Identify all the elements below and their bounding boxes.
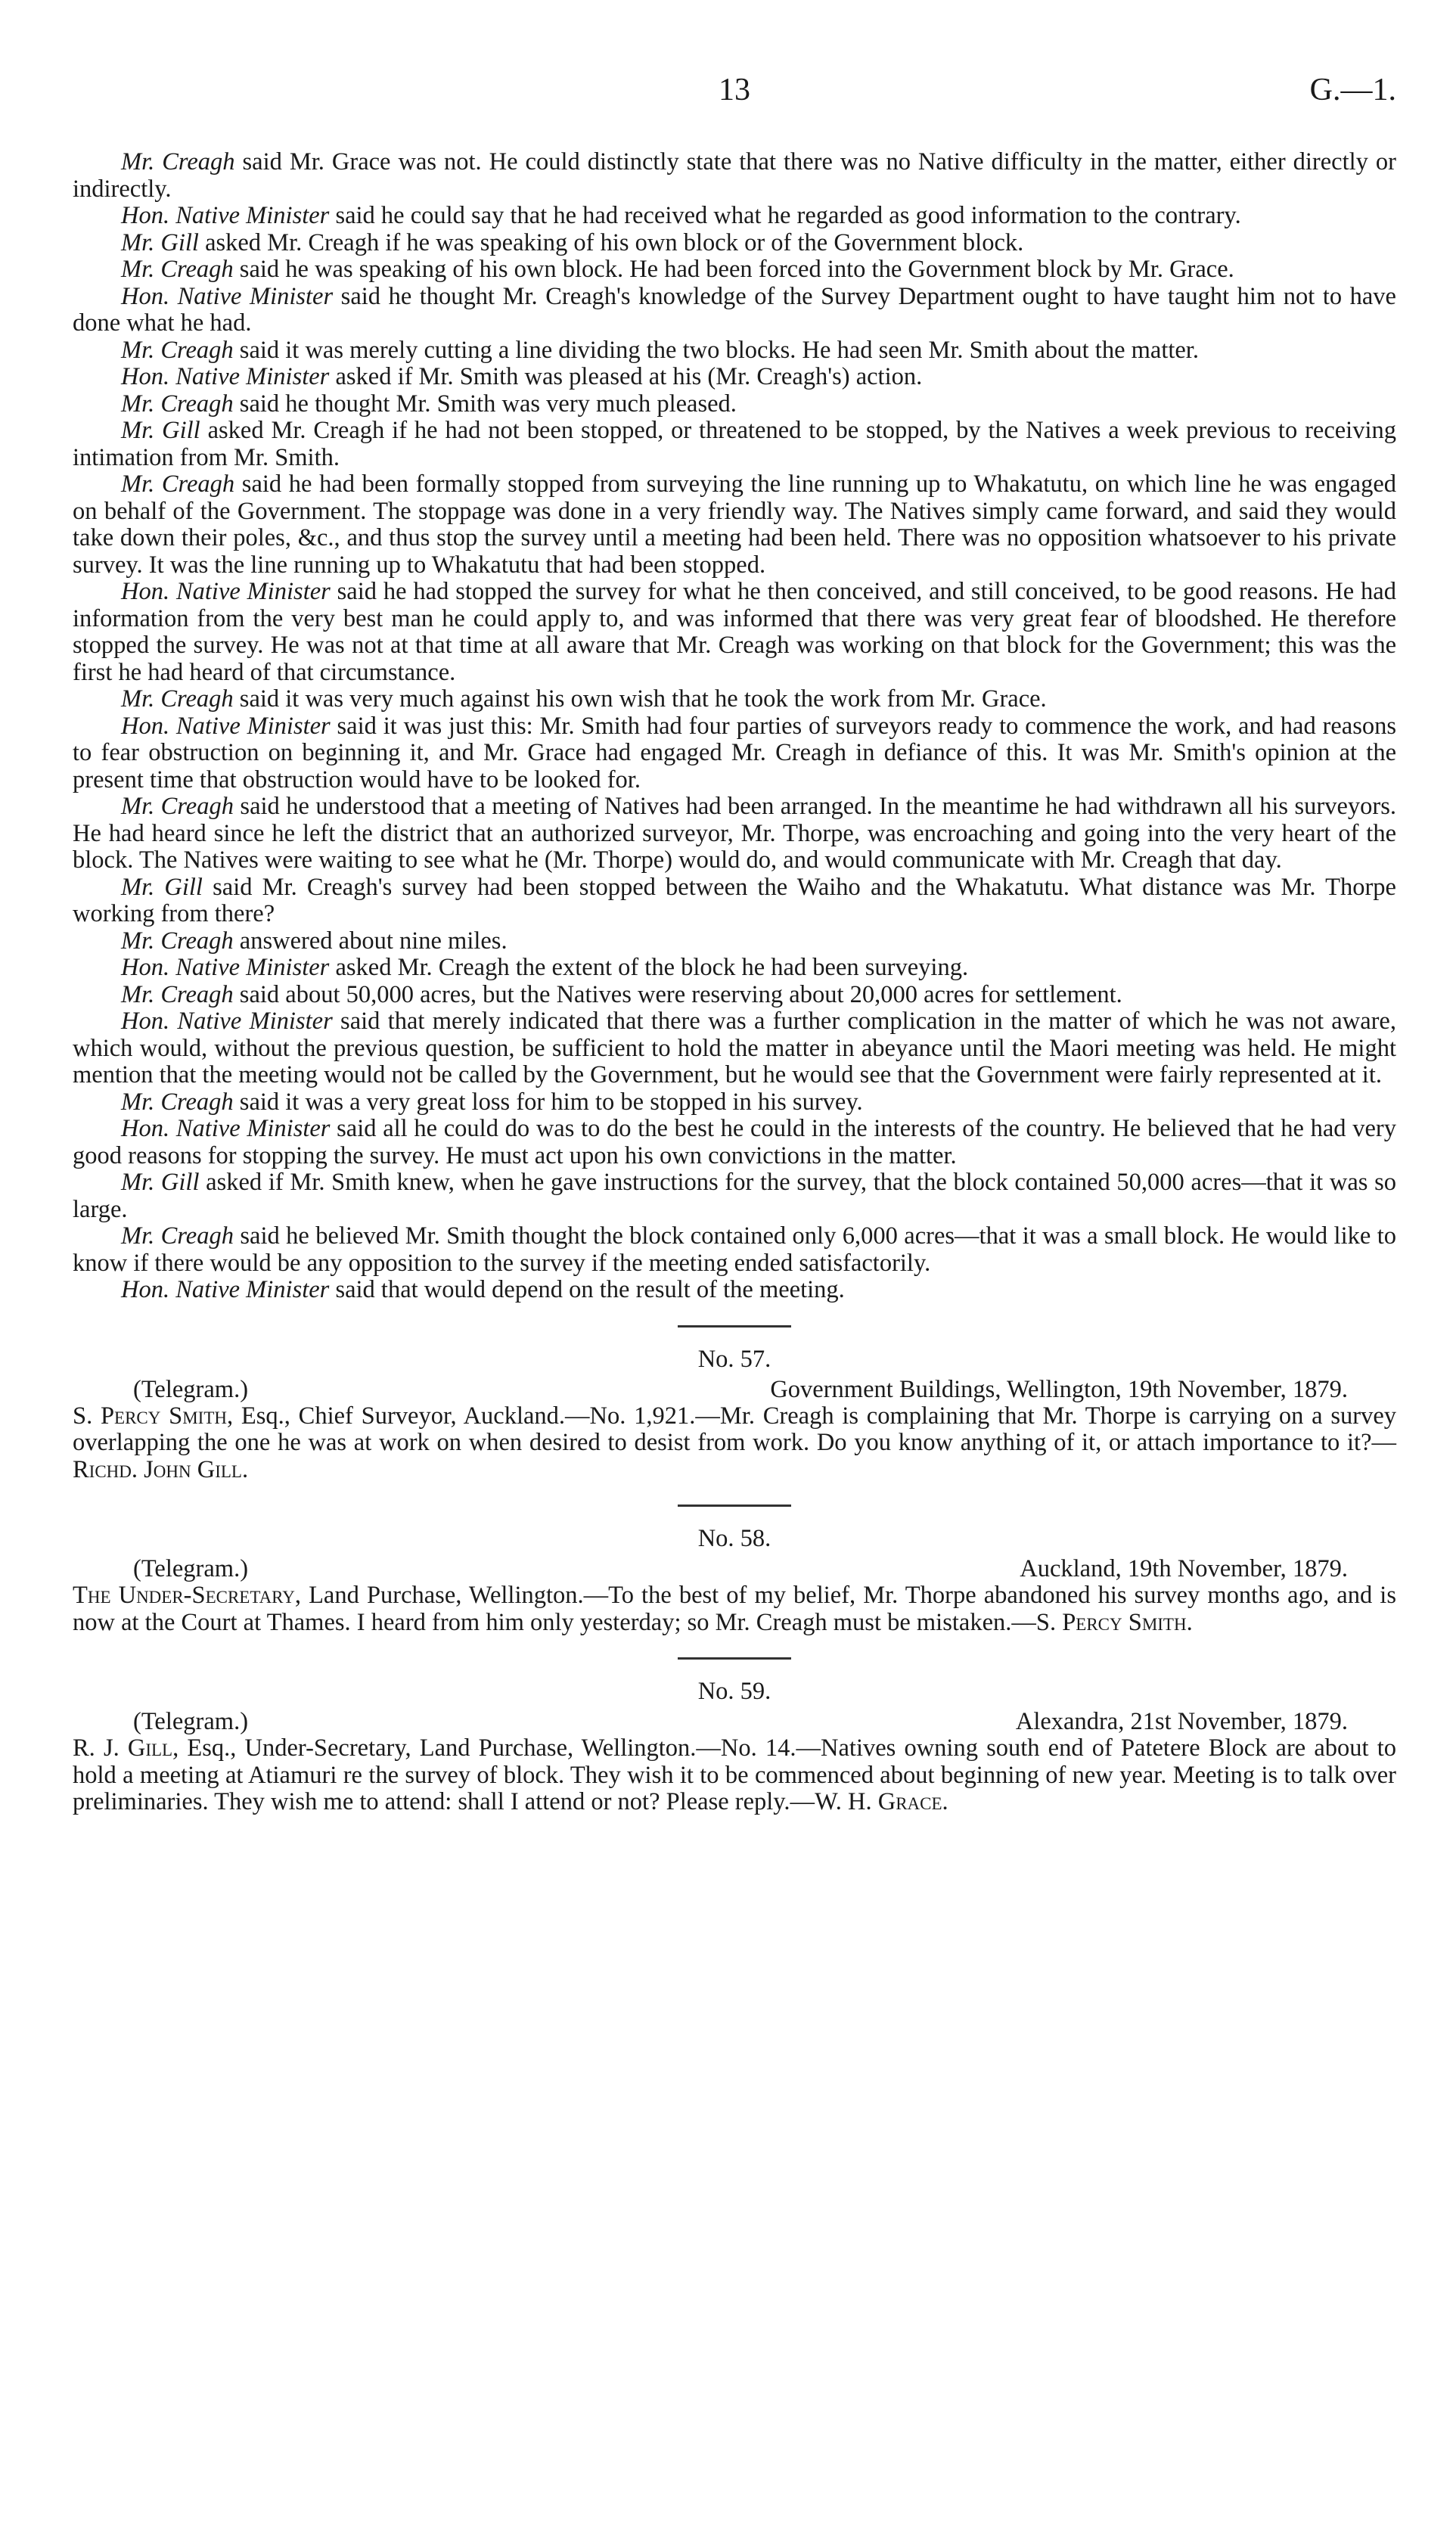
section-divider — [678, 1504, 791, 1507]
document-page — [73, 72, 1396, 2492]
proceedings-section — [73, 149, 1396, 1304]
speaker-name: Mr. Creagh — [121, 793, 234, 820]
speaker-name: Hon. Native Minister — [121, 578, 331, 605]
telegram-place-date: Alexandra, 21st November, 1879. — [1015, 1708, 1348, 1735]
speaker-name: Mr. Creagh — [121, 980, 234, 1008]
telegram-addressee: S. Percy Smith — [73, 1402, 227, 1430]
telegram-kind: (Telegram.) — [133, 1708, 249, 1735]
paragraph-text: said he understood that a meeting of Natives had been arranged. In the meantime he had withdrawn all his surveyors. He had heard since he left the district that an authorized surveyor, Mr. Thorpe, was encroaching and going into the very heart of the block. The Natives were waiting to see what he (Mr. Thorpe) would do, and would communicate with Mr. Creagh that day. — [73, 793, 1396, 874]
speaker-name: Hon. Native Minister — [121, 1115, 331, 1142]
telegram-addressee: R. J. Gill — [73, 1734, 173, 1762]
page-number: 13 — [719, 73, 750, 107]
paragraph-text: said he believed Mr. Smith thought the block contained only 6,000 acres—that it was a small block. He would like to know if there would be any opposition to the survey if the meeting ended satisfactorily. — [73, 1222, 1396, 1277]
paragraph-text: said it was merely cutting a line dividing the two blocks. He had seen Mr. Smith about the matter. — [233, 336, 1199, 364]
paragraph-text: said he was speaking of his own block. He had been forced into the Government block by Mr. Grace. — [233, 256, 1234, 283]
speaker-name: Hon. Native Minister — [121, 954, 330, 981]
page-header — [73, 72, 1396, 117]
telegram-number: No. 57. — [697, 1345, 771, 1373]
paragraph-text: asked Mr. Creagh if he had not been stopped, or threatened to be stopped, by the Natives a week previous to receiving intimation from Mr. Smith. — [73, 417, 1396, 471]
paragraph-text: said that would depend on the result of the meeting. — [329, 1276, 845, 1303]
minutes-paragraph — [73, 203, 1396, 230]
speaker-name: Mr. Creagh — [121, 148, 235, 175]
speaker-name: Hon. Native Minister — [121, 712, 331, 740]
minutes-paragraph — [73, 793, 1396, 874]
minutes-paragraph — [73, 955, 1396, 982]
minutes-paragraph — [73, 579, 1396, 686]
paragraph-text: asked if Mr. Smith was pleased at his (Mr. Creagh's) action. — [329, 363, 923, 390]
minutes-paragraph — [73, 149, 1396, 203]
paragraph-text: said it was a very great loss for him to be stopped in his survey. — [233, 1088, 863, 1116]
paragraph-text: said that merely indicated that there was a further complication in the matter of which he was not aware, which would, without the previous question, be sufficient to hold the matter in abeyance until the Maori meeting was held. He might mention that the meeting would not be called by the Government, but he would see that the Government were fairly represented at it. — [73, 1008, 1396, 1088]
minutes-paragraph — [73, 230, 1396, 257]
minutes-paragraph — [73, 337, 1396, 365]
speaker-name: Mr. Gill — [121, 417, 200, 444]
telegram-body — [73, 1403, 1396, 1484]
paragraph-text: said he had stopped the survey for what he then conceived, and still conceived, to be good reasons. He had information from the very best man he could apply to, and was informed that there was very great fear of bloodshed. He therefore stopped the survey. He was not at that time at all aware that Mr. Creagh was working on that block for the Government; this was the first he had heard of that circumstance. — [73, 578, 1396, 686]
paragraph-text: said Mr. Creagh's survey had been stopped between the Waiho and the Whakatutu. What distance was Mr. Thorpe working from there? — [73, 873, 1396, 927]
minutes-paragraph — [73, 713, 1396, 794]
minutes-paragraph — [73, 1008, 1396, 1089]
paragraph-text: said he could say that he had received what he regarded as good information to the contrary. — [329, 202, 1241, 229]
paragraph-text: said all he could do was to do the best he could in the interests of the country. He believed that he had very good reasons for stopping the survey. He must act upon his own convictions in the matter. — [73, 1115, 1396, 1169]
paragraph-text: said he thought Mr. Smith was very much pleased. — [233, 390, 737, 418]
paragraph-text: asked Mr. Creagh the extent of the block he had been surveying. — [329, 954, 969, 981]
document-reference: G.—1. — [1309, 73, 1396, 107]
paragraph-text: said it was just this: Mr. Smith had four parties of surveyors ready to commence the work, and had reasons to fear obstruction on beginning it, and Mr. Grace had engaged Mr. Creagh in defiance of this. It was Mr. Smith's opinion at the present time that obstruction would have to be looked for. — [73, 712, 1396, 793]
telegram-text: , Esq., Chief Surveyor, Auckland.—No. 1,921.—Mr. Creagh is complaining that Mr. Thorpe is carrying on a survey overlapping the one he was at work on when desired to desist from work. Do you know anything of it, or attach importance to it?— — [73, 1402, 1396, 1456]
speaker-name: Hon. Native Minister — [121, 282, 334, 310]
minutes-paragraph — [73, 1277, 1396, 1304]
speaker-name: Mr. Gill — [121, 1169, 200, 1196]
paragraph-text: said about 50,000 acres, but the Natives were reserving about 20,000 acres for settlement. — [233, 980, 1122, 1008]
telegram-signature: Richd. John Gill. — [73, 1455, 249, 1483]
paragraph-text: said he thought Mr. Creagh's knowledge of the Survey Department ought to have taught him not to have done what he had. — [73, 282, 1396, 337]
minutes-paragraph — [73, 1089, 1396, 1116]
telegram-text: , Esq., Under-Secretary, Land Purchase, Wellington.—No. 14.—Natives owning south end of Patetere Block are about to hold a meeting at Atiamuri re the survey of block. They wish it to be commenced about beginning of new year. Meeting is to talk over preliminaries. They wish me to attend: shall I attend or not? Please reply.— — [73, 1734, 1396, 1815]
minutes-paragraph — [73, 928, 1396, 955]
telegram-meta — [73, 1376, 1396, 1403]
telegram-meta — [73, 1555, 1396, 1582]
minutes-paragraph — [73, 364, 1396, 391]
speaker-name: Mr. Creagh — [121, 390, 234, 418]
telegram-kind: (Telegram.) — [133, 1375, 249, 1403]
speaker-name: Mr. Creagh — [121, 1222, 234, 1250]
minutes-paragraph — [73, 1169, 1396, 1223]
telegram-body — [73, 1735, 1396, 1816]
speaker-name: Hon. Native Minister — [121, 1008, 333, 1035]
paragraph-text: said it was very much against his own wish that he took the work from Mr. Grace. — [233, 685, 1047, 713]
paragraph-text: asked Mr. Creagh if he was speaking of his own block or of the Government block. — [198, 228, 1024, 256]
telegram-body — [73, 1582, 1396, 1636]
paragraph-text: answered about nine miles. — [233, 927, 508, 955]
paragraph-text: said he had been formally stopped from surveying the line running up to Whakatutu, on which line he was engaged on behalf of the Government. The stoppage was done in a very friendly way. The Natives simply came forward, and said they would take down their poles, &c., and thus stop the survey until a meeting had been held. There was no opposition whatsoever to his private survey. It was the line running up to Whakatutu that had been stopped. — [73, 470, 1396, 579]
minutes-paragraph — [73, 391, 1396, 418]
speaker-name: Mr. Creagh — [121, 1088, 234, 1116]
section-divider — [678, 1657, 791, 1660]
telegrams-section — [73, 1325, 1396, 1816]
minutes-paragraph — [73, 471, 1396, 579]
minutes-paragraph — [73, 1223, 1396, 1277]
minutes-paragraph — [73, 256, 1396, 284]
minutes-paragraph — [73, 874, 1396, 928]
minutes-paragraph — [73, 982, 1396, 1009]
minutes-paragraph — [73, 1116, 1396, 1169]
speaker-name: Mr. Creagh — [121, 685, 234, 713]
speaker-name: Hon. Native Minister — [121, 1276, 330, 1303]
speaker-name: Mr. Creagh — [121, 470, 235, 498]
telegram-number: No. 59. — [697, 1678, 771, 1705]
telegram-meta — [73, 1708, 1396, 1735]
speaker-name: Mr. Creagh — [121, 256, 234, 283]
paragraph-text: asked if Mr. Smith knew, when he gave instructions for the survey, that the block contained 50,000 acres—that it was so large. — [73, 1169, 1396, 1223]
section-divider — [678, 1325, 791, 1328]
speaker-name: Mr. Creagh — [121, 336, 234, 364]
telegram-place-date: Government Buildings, Wellington, 19th November, 1879. — [770, 1375, 1348, 1403]
minutes-paragraph — [73, 418, 1396, 471]
telegram-text: , Land Purchase, Wellington.—To the best of my belief, Mr. Thorpe abandoned his survey months ago, and is now at the Court at Thames. I heard from him only yesterday; so Mr. Creagh must be mistaken.— — [73, 1582, 1396, 1636]
telegram-signature: S. Percy Smith. — [1035, 1608, 1193, 1636]
speaker-name: Mr. Gill — [121, 228, 199, 256]
speaker-name: Mr. Gill — [121, 873, 203, 901]
paragraph-text: said Mr. Grace was not. He could distinctly state that there was no Native difficulty in the matter, either directly or indirectly. — [73, 148, 1396, 203]
telegram-signature: W. H. Grace. — [815, 1788, 948, 1815]
minutes-paragraph — [73, 686, 1396, 713]
speaker-name: Hon. Native Minister — [121, 363, 330, 390]
telegram-addressee: The Under-Secretary — [73, 1582, 295, 1609]
speaker-name: Hon. Native Minister — [121, 202, 330, 229]
telegram-number: No. 58. — [697, 1525, 771, 1552]
telegram-place-date: Auckland, 19th November, 1879. — [1020, 1555, 1348, 1582]
speaker-name: Mr. Creagh — [121, 927, 234, 955]
minutes-paragraph — [73, 284, 1396, 337]
telegram-kind: (Telegram.) — [133, 1555, 249, 1582]
